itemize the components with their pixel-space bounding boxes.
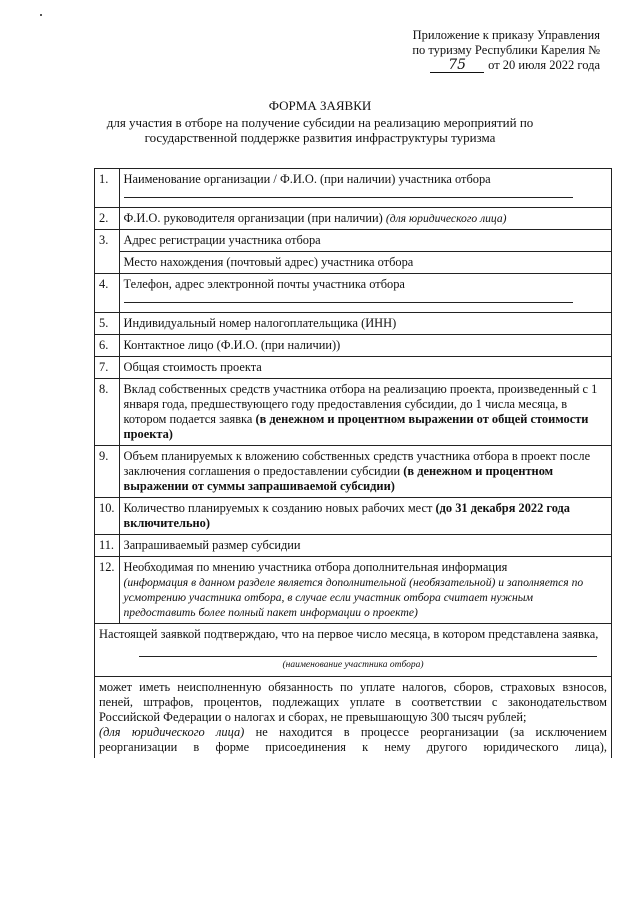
row-content: Адрес регистрации участника отбора <box>119 230 612 252</box>
row-number: 7. <box>95 357 120 379</box>
table-row <box>95 379 612 446</box>
order-number: 75 <box>430 59 484 73</box>
row-content: Запрашиваемый размер субсидии <box>119 535 612 557</box>
declaration-cell <box>95 624 612 677</box>
table-row <box>95 230 612 252</box>
row-label: Объем планируемых к вложению собственных средств участника отбора в проект после заключения соглашения о предоставлении субсидии <box>123 449 591 478</box>
row-number: 5. <box>95 313 120 335</box>
scan-dot <box>40 14 42 16</box>
row-number: 9. <box>95 446 120 498</box>
table-row <box>95 535 612 557</box>
row-number: 2. <box>95 208 120 230</box>
table-row <box>95 208 612 230</box>
table-row <box>95 498 612 535</box>
row-number: 11. <box>95 535 120 557</box>
row-content: Контактное лицо (Ф.И.О. (при наличии)) <box>119 335 612 357</box>
row-emphasis: (в денежном и процентном выражении от общей стоимости проекта) <box>123 412 589 441</box>
order-date: от 20 июля 2022 года <box>488 58 600 72</box>
row-number: 8. <box>95 379 120 446</box>
row-emphasis: (в денежном и процентном выражении от суммы запрашиваемой субсидии) <box>123 464 554 493</box>
table-row <box>95 446 612 498</box>
row-content: Место нахождения (почтовый адрес) участника отбора <box>119 252 612 274</box>
declaration-text: Настоящей заявкой подтверждаю, что на первое число месяца, в котором представлена заявка, <box>99 627 599 641</box>
row-content <box>119 446 612 498</box>
row-emphasis: (до 31 декабря 2022 года включительно) <box>123 501 570 530</box>
row-label: Ф.И.О. руководителя организации (при наличии) <box>123 211 383 225</box>
participant-name-line[interactable] <box>139 656 597 657</box>
condition-note: (для юридического лица) <box>99 725 245 739</box>
participant-name-caption: (наименование участника отбора) <box>282 660 424 670</box>
form-title: ФОРМА ЗАЯВКИ <box>268 98 372 113</box>
table-row <box>95 557 612 624</box>
row-content <box>119 169 612 208</box>
row-label: Вклад собственных средств участника отбора на реализацию проекта, произведенный с 1 января года, предшествующего году предоставления субсидии, до 1 числа месяца, в котором подается заявка <box>123 382 598 426</box>
table-row <box>95 169 612 208</box>
fill-line[interactable] <box>124 197 574 198</box>
table-row <box>95 274 612 313</box>
row-content <box>119 379 612 446</box>
row-content: Общая стоимость проекта <box>119 357 612 379</box>
row-content <box>119 208 612 230</box>
row-note: (для юридического лица) <box>385 212 507 225</box>
row-content <box>119 274 612 313</box>
table-row <box>95 313 612 335</box>
row-label: Количество планируемых к созданию новых рабочих мест <box>123 501 433 515</box>
condition-reorganization <box>99 725 607 755</box>
header-line-1: Приложение к приказу Управления <box>412 28 600 42</box>
row-label: Наименование организации / Ф.И.О. (при наличии) участника отбора <box>123 172 491 186</box>
table-row <box>95 252 612 274</box>
row-number: 1. <box>95 169 120 208</box>
row-number: 4. <box>95 274 120 313</box>
table-row <box>95 357 612 379</box>
fill-line[interactable] <box>124 302 574 303</box>
application-form-table <box>94 168 612 758</box>
header-line-2: по туризму Республики Карелия № <box>412 43 600 57</box>
row-number: 12. <box>95 557 120 624</box>
row-number: 6. <box>95 335 120 357</box>
table-row <box>95 335 612 357</box>
row-number: 3. <box>95 230 120 274</box>
conditions-row <box>95 677 612 759</box>
condition-text: не находится в процессе реорганизации (за исключением реорганизации в форме присоединения к нему другого юридического лица), <box>99 725 607 754</box>
order-header <box>412 28 600 73</box>
row-number: 10. <box>95 498 120 535</box>
row-content: Индивидуальный номер налогоплательщика (ИНН) <box>119 313 612 335</box>
row-note: (информация в данном разделе является дополнительной (необязательной) и заполняется по усмотрению участника отбора, в случае если участник отбора считает нужным предоставить более полный пакет информации о проекте) <box>123 576 584 619</box>
declaration-row <box>95 624 612 677</box>
condition-tax-debt: может иметь неисполненную обязанность по уплате налогов, сборов, страховых взносов, пеней, штрафов, процентов, подлежащих уплате в соответствии с законодательством Российской Федерации о налогах и сборах, не превышающую 300 тысяч рублей; <box>99 680 607 724</box>
conditions-cell <box>95 677 612 759</box>
row-content <box>119 498 612 535</box>
form-subtitle: для участия в отборе на получение субсидии на реализацию мероприятий по государственной поддержке развития инфраструктуры туризма <box>106 115 534 145</box>
row-label: Необходимая по мнению участника отбора дополнительная информация <box>123 560 508 574</box>
row-content <box>119 557 612 624</box>
row-label: Телефон, адрес электронной почты участника отбора <box>123 277 405 291</box>
header-line-3 <box>412 58 600 73</box>
